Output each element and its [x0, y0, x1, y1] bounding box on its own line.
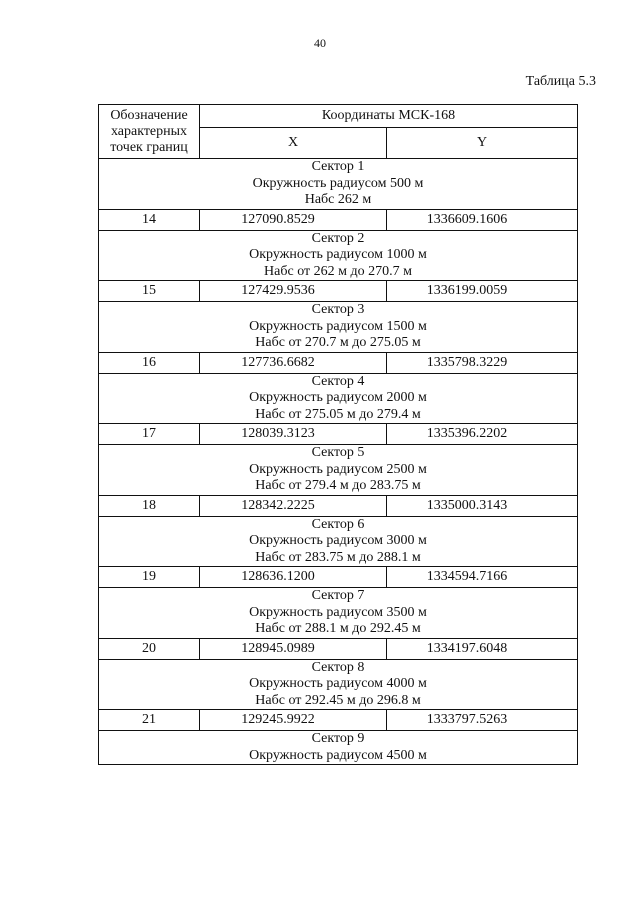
sector-cell — [99, 731, 578, 765]
table-caption: Таблица 5.3 — [525, 74, 596, 89]
sector-name: Сектор 3 — [311, 302, 365, 317]
point-id-cell: 20 — [99, 638, 200, 659]
sector-name: Сектор 5 — [311, 445, 365, 460]
sector-cell — [99, 445, 578, 496]
point-id-cell: 18 — [99, 495, 200, 516]
point-row — [99, 638, 578, 659]
sector-cell — [99, 373, 578, 424]
sector-circle: Окружность радиусом 3000 м — [249, 533, 427, 548]
y-coordinate-cell: 1334594.7166 — [387, 567, 578, 588]
y-coordinate-cell: 1334197.6048 — [387, 638, 578, 659]
sector-row — [99, 159, 578, 210]
sector-cell — [99, 588, 578, 639]
sector-circle: Окружность радиусом 2000 м — [249, 390, 427, 405]
table-body — [99, 159, 578, 765]
y-coordinate-cell: 1333797.5263 — [387, 710, 578, 731]
sector-cell — [99, 159, 578, 210]
sector-height: Набс от 288.1 м до 292.45 м — [255, 621, 421, 636]
page-number: 40 — [314, 36, 326, 50]
point-id-cell: 15 — [99, 281, 200, 302]
y-coordinate-cell: 1336609.1606 — [387, 209, 578, 230]
designation-header-line: точек границ — [110, 139, 188, 155]
sector-name: Сектор 1 — [311, 159, 365, 174]
x-coordinate-cell: 129245.9922 — [200, 710, 387, 731]
y-coordinate-cell: 1335396.2202 — [387, 424, 578, 445]
sector-name: Сектор 7 — [311, 588, 365, 603]
designation-header-line: характерных — [110, 123, 188, 139]
y-coordinate-cell: 1335000.3143 — [387, 495, 578, 516]
designation-header-line: Обозначение — [110, 107, 188, 123]
point-row — [99, 209, 578, 230]
sector-name: Сектор 9 — [311, 731, 365, 746]
sector-cell — [99, 302, 578, 353]
point-id-cell: 14 — [99, 209, 200, 230]
sector-row — [99, 445, 578, 496]
sector-circle: Окружность радиусом 1000 м — [249, 247, 427, 262]
sector-row — [99, 302, 578, 353]
point-row — [99, 352, 578, 373]
sector-cell — [99, 230, 578, 281]
sector-row — [99, 588, 578, 639]
sector-circle: Окружность радиусом 4500 м — [249, 747, 427, 763]
point-row — [99, 567, 578, 588]
y-coordinate-cell: 1335798.3229 — [387, 352, 578, 373]
sector-circle: Окружность радиусом 500 м — [252, 175, 424, 191]
sector-circle: Окружность радиусом 4000 м — [249, 676, 427, 691]
point-id-cell: 16 — [99, 352, 200, 373]
sector-height: Набс от 279.4 м до 283.75 м — [255, 478, 421, 493]
coordinates-table — [98, 104, 578, 765]
x-column-header: X — [200, 128, 387, 159]
y-coordinate-cell: 1336199.0059 — [387, 281, 578, 302]
sector-height: Набс от 262 м до 270.7 м — [264, 263, 412, 279]
sector-row — [99, 230, 578, 281]
point-id-cell: 19 — [99, 567, 200, 588]
sector-height: Набс 262 м — [304, 192, 372, 207]
sector-height: Набс от 292.45 м до 296.8 м — [255, 692, 421, 708]
x-coordinate-cell: 128945.0989 — [200, 638, 387, 659]
sector-row — [99, 516, 578, 567]
point-row — [99, 710, 578, 731]
point-id-cell: 21 — [99, 710, 200, 731]
sector-cell — [99, 516, 578, 567]
sector-height: Набс от 275.05 м до 279.4 м — [255, 406, 421, 422]
x-coordinate-cell: 127429.9536 — [200, 281, 387, 302]
point-row — [99, 424, 578, 445]
sector-circle: Окружность радиусом 2500 м — [249, 461, 427, 477]
point-id-cell: 17 — [99, 424, 200, 445]
x-coordinate-cell: 128342.2225 — [200, 495, 387, 516]
point-row — [99, 495, 578, 516]
sector-name: Сектор 6 — [311, 516, 365, 532]
y-column-header: Y — [387, 128, 578, 159]
x-coordinate-cell: 127090.8529 — [200, 209, 387, 230]
sector-row — [99, 731, 578, 765]
sector-name: Сектор 8 — [311, 659, 365, 675]
sector-cell — [99, 659, 578, 710]
sector-name: Сектор 4 — [311, 373, 365, 389]
coordinates-group-header: Координаты МСК-168 — [200, 105, 578, 128]
sector-name: Сектор 2 — [311, 230, 365, 246]
sector-circle: Окружность радиусом 1500 м — [249, 318, 427, 334]
sector-height: Набс от 283.75 м до 288.1 м — [255, 549, 421, 565]
designation-header — [99, 105, 200, 159]
sector-row — [99, 659, 578, 710]
sector-circle: Окружность радиусом 3500 м — [249, 604, 427, 620]
point-row — [99, 281, 578, 302]
sector-row — [99, 373, 578, 424]
x-coordinate-cell: 127736.6682 — [200, 352, 387, 373]
x-coordinate-cell: 128636.1200 — [200, 567, 387, 588]
x-coordinate-cell: 128039.3123 — [200, 424, 387, 445]
sector-height: Набс от 270.7 м до 275.05 м — [255, 335, 421, 350]
